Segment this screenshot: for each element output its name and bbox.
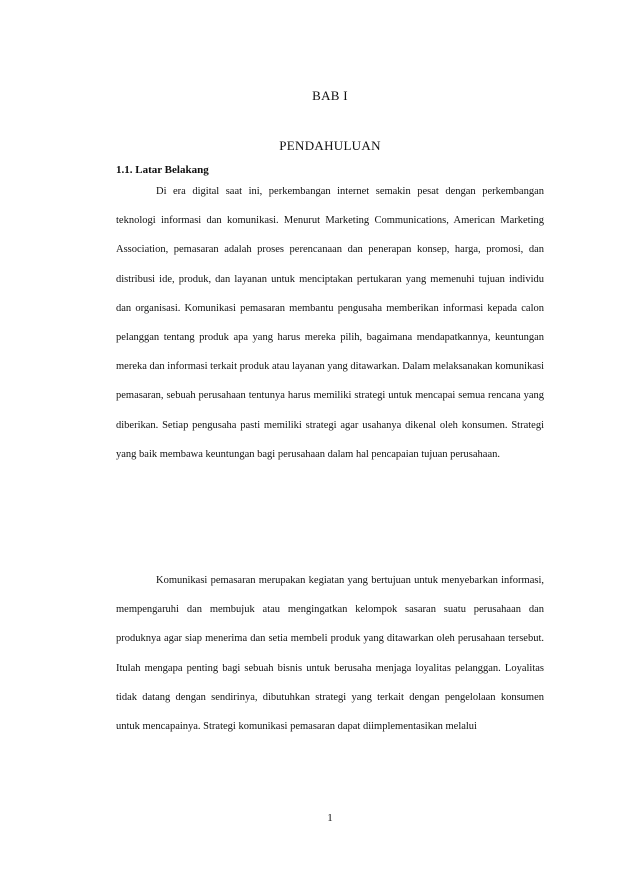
body-paragraph: Di era digital saat ini, perkembangan internet semakin pesat dengan perkembangan teknologi informasi dan komunikasi. Menurut Marketing Communications, American Marketing Association, pemasaran adalah proses perencanaan dan penerapan konsep, harga, promosi, dan distribusi ide, produk, dan layanan untuk menciptakan pertukaran yang memenuhi tujuan individu dan organisasi. Komunikasi pemasaran membantu pengusaha memberikan informasi kepada calon pelanggan tentang produk apa yang harus mereka pilih, bagaimana mendapatkannya, keuntungan mereka dan informasi terkait produk atau layanan yang ditawarkan. Dalam melaksanakan komunikasi pemasaran, sebuah perusahaan tentunya harus memiliki strategi untuk mencapai semua rencana yang diberikan. Setiap pengusaha pasti memiliki strategi agar usahanya dikenal oleh konsumen. Strategi yang baik membawa keuntungan bagi perusahaan dalam hal pencapaian tujuan perusahaan.: [116, 186, 545, 460]
page-number: 1: [327, 812, 333, 824]
chapter-title: PENDAHULUAN: [279, 138, 381, 153]
section-heading: 1.1. Latar Belakang: [116, 164, 209, 176]
chapter-number: BAB I: [312, 88, 348, 103]
body-paragraph: Komunikasi pemasaran merupakan kegiatan yang bertujuan untuk menyebarkan informasi, mempengaruhi dan membujuk atau mengingatkan kelompok sasaran suatu perusahaan dan produknya agar siap menerima dan setia membeli produk yang ditawarkan oleh perusahaan tersebut. Itulah mengapa penting bagi sebuah bisnis untuk berusaha menjaga loyalitas pelanggan. Loyalitas tidak datang dengan sendirinya, dibutuhkan strategi yang terkait dengan pengelolaan konsumen untuk mencapainya. Strategi komunikasi pemasaran dapat diimplementasikan melalui: [116, 575, 544, 733]
